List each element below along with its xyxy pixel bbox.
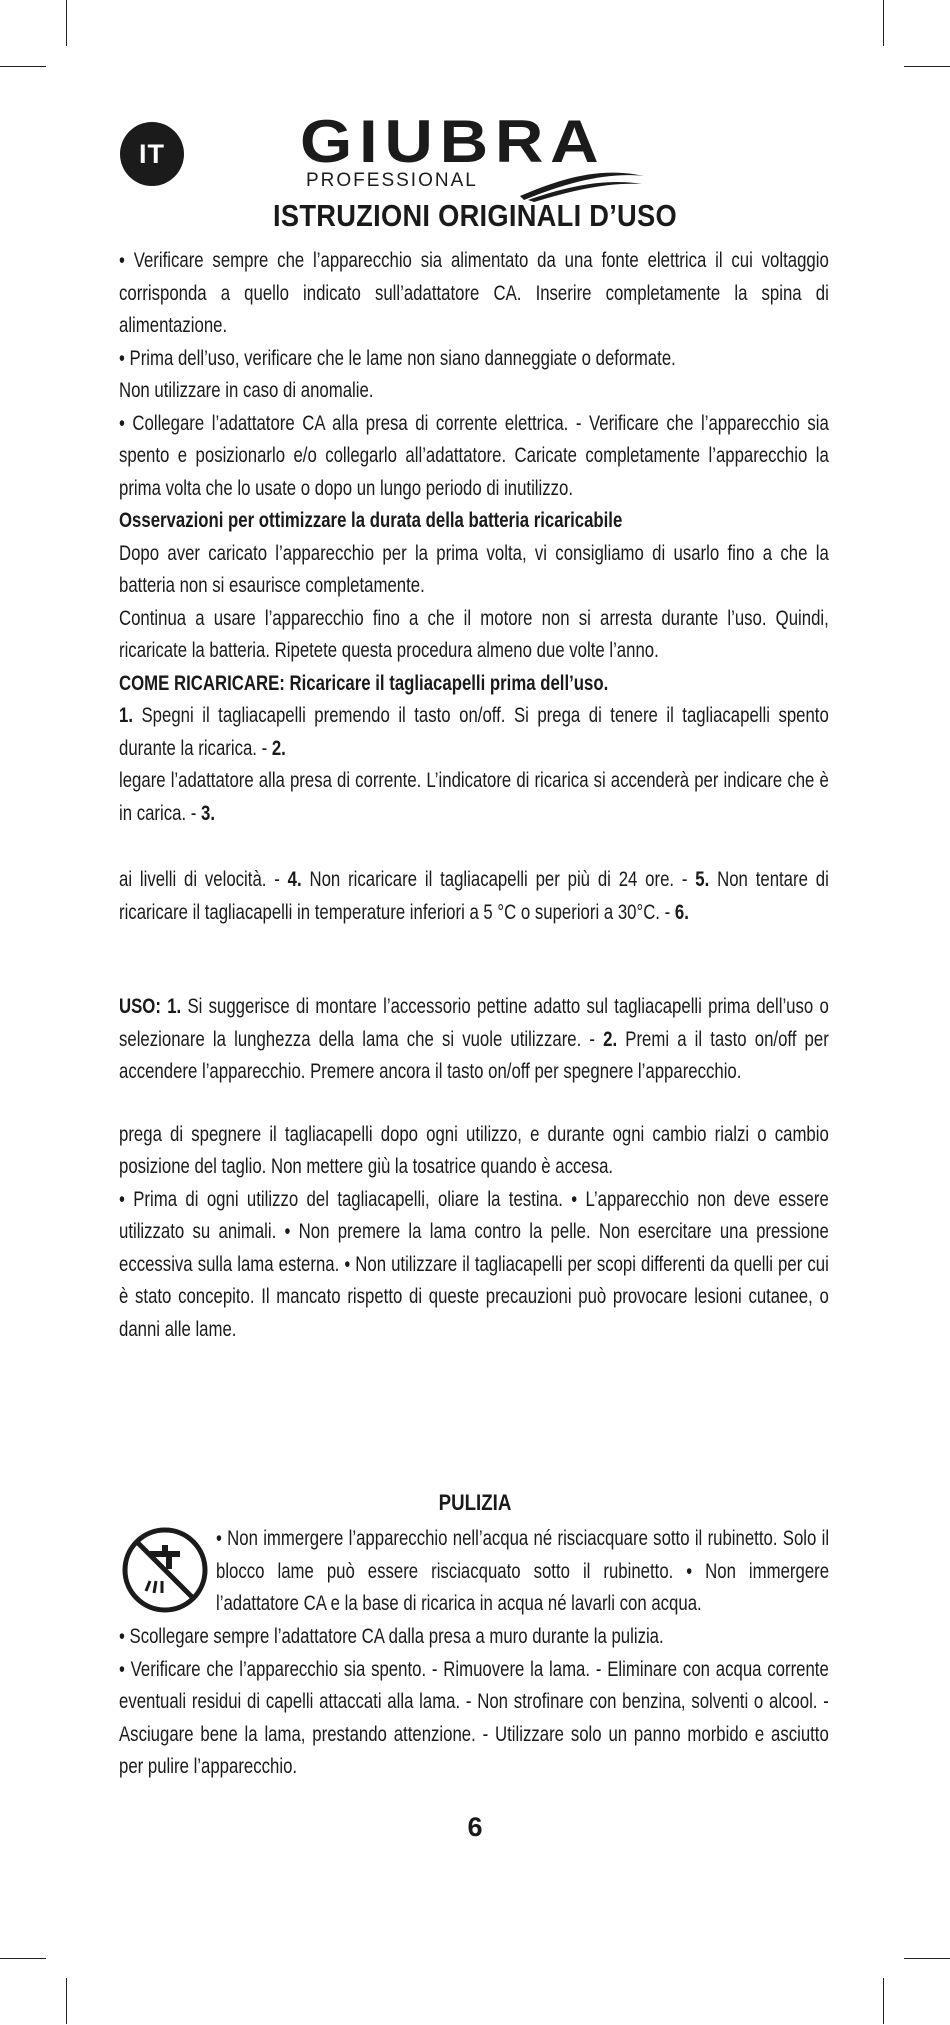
usage-step bbox=[119, 990, 829, 1088]
charging-step bbox=[119, 699, 829, 764]
paragraph: • Collegare l’adattatore CA alla presa di corrente elettrica. - Verificare che l’apparecchio sia spento e posizionarlo e/o collegarlo all’adattatore. Caricate completamente l’apparecchio la prima volta che lo usate o dopo un lungo periodo di inutilizzo. bbox=[119, 410, 829, 500]
step-text: Spegni il tagliacapelli premendo il tasto on/off. Si prega di tenere il tagliacapelli spento durante la ricarica. - bbox=[119, 703, 829, 760]
logo-swoosh-icon bbox=[518, 162, 648, 202]
brand-logo bbox=[300, 108, 660, 197]
logo-subtitle: PROFESSIONAL bbox=[306, 170, 478, 191]
cleaning-body-cont bbox=[119, 1620, 829, 1783]
paragraph: Continua a usare l’apparecchio fino a che il motore non si arresta durante l’uso. Quindi, ricaricate la batteria. Ripetete questa procedura almeno due volte l’anno. bbox=[119, 605, 829, 662]
section-heading: Osservazioni per ottimizzare la durata della batteria ricaricabile bbox=[119, 508, 623, 532]
page-number: 6 bbox=[467, 1812, 483, 1842]
logo-wordmark: GIUBRA bbox=[300, 108, 606, 175]
crop-mark bbox=[904, 1958, 950, 1959]
step-number: 2. bbox=[603, 1026, 618, 1051]
section-heading: COME RICARICARE: Ricaricare il tagliacapelli prima dell’uso. bbox=[119, 670, 609, 695]
step-text: legare l’adattatore alla presa di corrente. L’indicatore di ricarica si accenderà per indicare che è in carica. - bbox=[119, 768, 829, 825]
paragraph: • Prima dell’uso, verificare che le lame non siano danneggiate o deformate. bbox=[119, 345, 676, 370]
crop-mark bbox=[0, 66, 46, 67]
section-heading: USO: 1. bbox=[119, 994, 182, 1018]
paragraph: • Verificare che l’apparecchio sia spento. - Rimuovere la lama. - Eliminare con acqua corrente eventuali residui di capelli attaccati alla lama. - Non strofinare con benzina, solventi o alcool. - Asciugare bene la lama, prestando attenzione. - Utilizzare solo un panno morbido e asciutto per pulire l’apparecchio. bbox=[119, 1656, 829, 1778]
paragraph: • Prima di ogni utilizzo del tagliacapelli, oliare la testina. • L’apparecchio non deve essere utilizzato su animali. • Non premere la lama contro la pelle. Non esercitare una pressione eccessiva sulla lama esterna. • Non utilizzare il tagliacapelli per scopi differenti da quelli per cui è stato concepito. Il mancato rispetto di queste precauzioni può provocare lesioni cutanee, o danni alle lame. bbox=[119, 1186, 829, 1341]
step-text: Si suggerisce di montare l’accessorio pettine adatto sul tagliacapelli prima dell’uso o selezionare la lunghezza della lama che si vuole utilizzare. - bbox=[119, 994, 829, 1051]
paragraph: • Non immergere l’apparecchio nell’acqua né risciacquare sotto il rubinetto. Solo il blocco lame può essere risciacquato sotto il rubinetto. • Non immergere l’adattatore CA e la base di ricarica in acqua né lavarli con acqua. bbox=[216, 1526, 830, 1615]
step-text: Premi a il tasto on/off per accendere l’apparecchio. Premere ancora il tasto on/off per spegnere l’apparecchio. bbox=[119, 1026, 829, 1083]
instructions-body bbox=[119, 244, 829, 1345]
cleaning-body bbox=[216, 1522, 830, 1620]
crop-mark bbox=[883, 0, 884, 46]
step-number: 1. bbox=[119, 703, 133, 727]
paragraph: • Scollegare sempre l’adattatore CA dalla presa a muro durante la pulizia. bbox=[119, 1624, 664, 1648]
crop-mark bbox=[66, 0, 67, 46]
crop-mark bbox=[883, 1978, 884, 2024]
no-water-icon bbox=[120, 1525, 210, 1615]
charging-step bbox=[119, 863, 829, 928]
step-text: Non ricaricare il tagliacapelli per più di 24 ore. - bbox=[301, 867, 696, 891]
language-badge: IT bbox=[120, 122, 184, 186]
step-number: 5. bbox=[695, 867, 710, 891]
paragraph: Dopo aver caricato l’apparecchio per la prima volta, vi consigliamo di usarlo fino a che la batteria non si esaurisce completamente. bbox=[119, 540, 829, 597]
step-number: 3. bbox=[201, 800, 216, 825]
charging-step bbox=[119, 764, 829, 829]
crop-mark bbox=[66, 1978, 67, 2024]
page-title: ISTRUZIONI ORIGINALI D’USO bbox=[273, 198, 677, 233]
step-text: ai livelli di velocità. - bbox=[119, 867, 288, 891]
paragraph: prega di spegnere il tagliacapelli dopo ogni utilizzo, e durante ogni cambio rialzi o cambio posizione del taglio. Non mettere giù la tosatrice quando è accesa. bbox=[119, 1121, 829, 1178]
step-number: 4. bbox=[287, 867, 302, 891]
step-text: Non tentare di ricaricare il tagliacapelli in temperature inferiori a 5 °C o superiori a 30°C. - bbox=[119, 867, 829, 924]
crop-mark bbox=[904, 66, 950, 67]
step-number: 6. bbox=[674, 899, 689, 924]
paragraph: Non utilizzare in caso di anomalie. bbox=[119, 378, 374, 402]
paragraph: • Verificare sempre che l’apparecchio sia alimentato da una fonte elettrica il cui voltaggio corrisponda a quello indicato sull’adattatore CA. Inserire completamente la spina di alimentazione. bbox=[119, 248, 829, 337]
crop-mark bbox=[0, 1958, 46, 1959]
cleaning-heading: PULIZIA bbox=[438, 1490, 512, 1515]
step-number: 2. bbox=[271, 735, 286, 760]
